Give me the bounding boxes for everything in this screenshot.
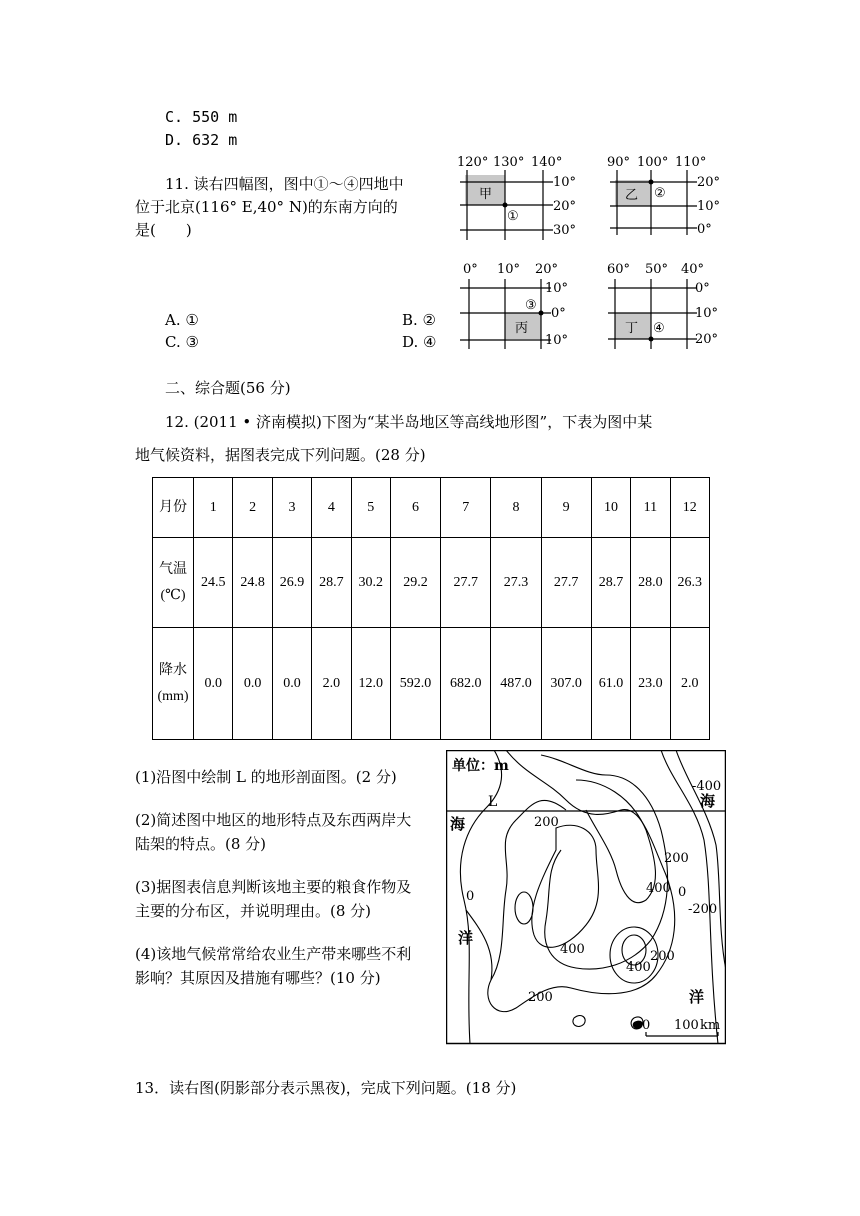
q10-option-c: C. 550 m [165, 108, 238, 126]
q11-stem-line2: 位于北京(116° E,40° N)的东南方向的 [135, 198, 398, 216]
month-cell: 10 [591, 478, 630, 538]
month-cell: 3 [272, 478, 311, 538]
contour-label: -400 [692, 779, 722, 794]
map3-top-label: 10° [497, 262, 521, 277]
map-ocean-right: 洋 [689, 988, 705, 1006]
lat-long-grid-map-3 [455, 255, 585, 355]
climate-table [152, 477, 710, 740]
map4-shaded-label: 丁 [625, 321, 639, 336]
row-header-month: 月份 [153, 478, 194, 538]
contour-label: 200 [528, 990, 553, 1005]
month-cell: 7 [441, 478, 491, 538]
map2-point-dot [649, 180, 654, 185]
precipitation-cell: 307.0 [541, 628, 591, 740]
month-cell: 9 [541, 478, 591, 538]
temperature-cell: 28.0 [631, 538, 670, 628]
contour-label: 400 [560, 942, 585, 957]
map3-right-label: 0° [551, 306, 566, 321]
precipitation-cell: 487.0 [491, 628, 541, 740]
scale-unit: km [700, 1018, 721, 1033]
map1-top-label: 140° [531, 155, 563, 170]
contour-label: -200 [688, 902, 718, 917]
month-cell: 5 [351, 478, 390, 538]
map1-right-label: 10° [553, 175, 577, 190]
table-row-precipitation [153, 628, 710, 740]
map2-top-label: 100° [637, 155, 669, 170]
map1-right-label: 30° [553, 223, 577, 238]
precipitation-cell: 0.0 [194, 628, 233, 740]
q12-sub2: (2)简述图中地区的地形特点及东西两岸大陆架的特点。(8 分) [135, 811, 412, 853]
q12-stem-line2: 地气候资料，据图表完成下列问题。(28 分) [135, 446, 426, 464]
contour-label: 200 [664, 851, 689, 866]
contour-label: 0 [678, 885, 687, 900]
contour-label: 400 [646, 881, 671, 896]
temperature-cell: 24.8 [233, 538, 272, 628]
map3-right-label: 10° [545, 281, 569, 296]
q11-option-b: B. ② [402, 311, 437, 329]
q12-sub1: (1)沿图中绘制 L 的地形剖面图。(2 分) [135, 768, 397, 786]
map2-right-label: 10° [697, 199, 721, 214]
temperature-cell: 29.2 [390, 538, 440, 628]
q11-option-d: D. ④ [402, 333, 437, 351]
row-header-precipitation: 降水(mm) [153, 628, 194, 740]
map-sea-right: 海 [700, 792, 716, 810]
q10-option-d: D. 632 m [165, 131, 238, 149]
map4-point-label: ④ [653, 321, 665, 336]
map1-point-label: ① [507, 209, 519, 224]
temperature-cell: 27.3 [491, 538, 541, 628]
row-header-temperature: 气温(℃) [153, 538, 194, 628]
month-cell: 12 [670, 478, 709, 538]
month-cell: 11 [631, 478, 670, 538]
contour-label: 200 [650, 949, 675, 964]
temperature-cell: 30.2 [351, 538, 390, 628]
table-row-temperature [153, 538, 710, 628]
map1-top-label: 130° [493, 155, 525, 170]
temperature-cell: 27.7 [441, 538, 491, 628]
temperature-cell: 27.7 [541, 538, 591, 628]
month-cell: 1 [194, 478, 233, 538]
temperature-cell: 24.5 [194, 538, 233, 628]
month-cell: 8 [491, 478, 541, 538]
q12-stem-line1: 12. (2011 • 济南模拟)下图为“某半岛地区等高线地形图”，下表为图中某 [165, 413, 653, 431]
q11-option-a: A. ① [165, 311, 199, 329]
map3-point-dot [539, 311, 544, 316]
contour-label: 200 [534, 815, 559, 830]
map2-right-label: 20° [697, 175, 721, 190]
q12-sub4: (4)该地气候常常给农业生产带来哪些不利影响？其原因及措施有哪些？(10 分) [135, 945, 412, 987]
map3-top-label: 0° [463, 262, 478, 277]
month-cell: 6 [390, 478, 440, 538]
q13-stem: 13．读右图(阴影部分表示黑夜)，完成下列问题。(18 分) [135, 1079, 517, 1097]
map4-right-label: 20° [695, 332, 719, 347]
precipitation-cell: 0.0 [272, 628, 311, 740]
map2-right-label: 0° [697, 222, 712, 237]
contour-label: 400 [626, 960, 651, 975]
map4-right-label: 0° [695, 281, 710, 296]
lat-long-grid-map-1 [455, 150, 585, 245]
lat-long-grid-map-4 [605, 255, 730, 355]
map3-shaded-label: 丙 [515, 321, 529, 336]
month-cell: 2 [233, 478, 272, 538]
contour-topographic-map [446, 750, 726, 1046]
table-row-months [153, 478, 710, 538]
q11-stem-line1: 11. 读右四幅图，图中①～④四地中 [165, 175, 404, 193]
q12-sub3: (3)据图表信息判断该地主要的粮食作物及主要的分布区，并说明理由。(8 分) [135, 878, 412, 920]
contour-label: 0 [466, 889, 475, 904]
temperature-cell: 26.9 [272, 538, 311, 628]
map1-point-dot [503, 203, 508, 208]
map4-point-dot [649, 337, 654, 342]
map2-top-label: 110° [675, 155, 707, 170]
section-title: 二、综合题(56 分) [165, 379, 291, 397]
q11-option-c: C. ③ [165, 333, 199, 351]
map3-top-label: 20° [535, 262, 559, 277]
map1-right-label: 20° [553, 199, 577, 214]
map4-top-label: 40° [681, 262, 705, 277]
scale-zero: 0 [642, 1018, 651, 1033]
map4-top-label: 50° [645, 262, 669, 277]
precipitation-cell: 2.0 [670, 628, 709, 740]
precipitation-cell: 592.0 [390, 628, 440, 740]
precipitation-cell: 12.0 [351, 628, 390, 740]
map-sea-left: 海 [450, 815, 466, 833]
scale-length: 100 [674, 1018, 699, 1033]
precipitation-cell: 61.0 [591, 628, 630, 740]
map3-point-label: ③ [525, 298, 537, 313]
map-unit-label: 单位：m [452, 758, 509, 774]
precipitation-cell: 682.0 [441, 628, 491, 740]
temperature-cell: 28.7 [312, 538, 351, 628]
map-line-label-L: L [488, 794, 498, 810]
temperature-cell: 28.7 [591, 538, 630, 628]
q11-stem-line3: 是( ) [135, 221, 192, 239]
map2-top-label: 90° [607, 155, 631, 170]
precipitation-cell: 0.0 [233, 628, 272, 740]
map1-top-label: 120° [457, 155, 489, 170]
month-cell: 4 [312, 478, 351, 538]
precipitation-cell: 2.0 [312, 628, 351, 740]
temperature-cell: 26.3 [670, 538, 709, 628]
map2-shaded-label: 乙 [625, 188, 639, 203]
precipitation-cell: 23.0 [631, 628, 670, 740]
lat-long-grid-map-2 [605, 150, 730, 245]
map-ocean-left: 洋 [458, 929, 474, 947]
map1-shaded-label: 甲 [479, 187, 493, 202]
map4-right-label: 10° [695, 306, 719, 321]
map2-point-label: ② [654, 186, 666, 201]
map3-right-label: 10° [545, 333, 569, 348]
map4-top-label: 60° [607, 262, 631, 277]
